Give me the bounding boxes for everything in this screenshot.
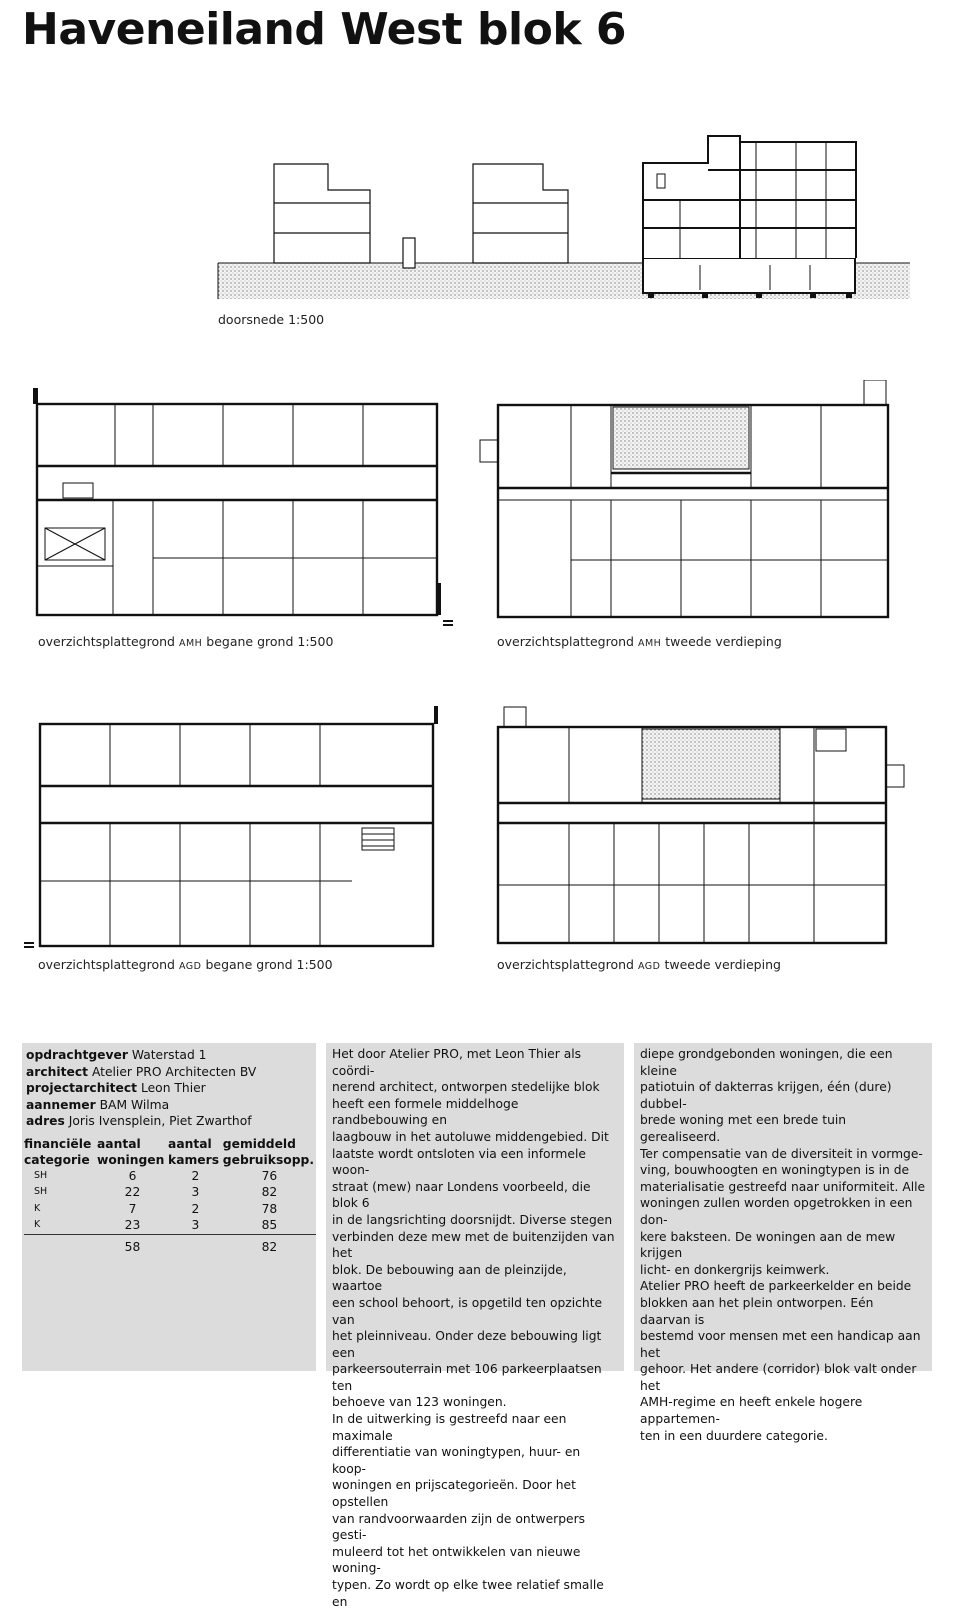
housing-table xyxy=(24,1136,316,1256)
plan4-caption-text: overzichtsplattegrond xyxy=(497,957,638,972)
table-cell: 2 xyxy=(191,1201,200,1216)
plan2-caption xyxy=(497,634,782,649)
text-column-3 xyxy=(634,1043,932,1443)
credit-value: BAM Wilma xyxy=(99,1097,170,1112)
credit-row xyxy=(26,1113,312,1130)
table-total-row xyxy=(24,1234,316,1255)
project-info-panel xyxy=(22,1043,316,1371)
credit-row xyxy=(26,1080,312,1097)
body-paragraph: Het door Atelier PRO, met Leon Thier als coördi- nerend architect, ontworpen stedelijke blok heeft een formele middelhoge randbebouwing en laagbouw in het autoluwe middengebied. Dit laatste wordt ontsloten via een informele woon- straat (mew) naar Londens voorbeeld, die blok 6 in de langsrichting doorsnijdt. Diverse stegen verbinden deze mew met de buitenzijden van het blok. De bebouwing aan de pleinzijde, waartoe een school behoort, is opgetild ten opzichte van het pleinniveau. Onder deze bebouwing ligt een parkeersouterrain met 106 parkeerplaatsen ten behoeve van 123 woningen. In de uitwerking is gestreefd naar een maximale differentiatie van woningtypen, huur- en koop- woningen en prijscategorieën. Door het opstellen van randvoorwaarden zijn de ontwerpers gesti- muleerd tot het ontwikkelen van nieuwe woning- typen. Zo wordt op elke twee relatief smalle en xyxy=(332,1047,615,1609)
table-cell: K xyxy=(34,1202,41,1214)
table-cell: 85 xyxy=(261,1218,278,1233)
page-title: Haveneiland West blok 6 xyxy=(22,4,627,55)
plan2-caption-code: AMH xyxy=(637,638,662,649)
section-caption: doorsnede 1:500 xyxy=(218,312,325,327)
credit-label: opdrachtgever xyxy=(26,1048,128,1062)
plan1-caption xyxy=(38,634,333,649)
table-header: financiële categorie xyxy=(24,1136,92,1167)
text-column-2 xyxy=(326,1043,624,1609)
table-cell: 3 xyxy=(191,1218,200,1233)
credit-label: architect xyxy=(26,1064,89,1079)
credit-row xyxy=(26,1097,312,1114)
table-header: gemiddeld gebruiksopp. xyxy=(222,1136,314,1167)
body-paragraph: diepe grondgebonden woningen, die een kleine patiotuin of dakterras krijgen, één (dure) dubbel- brede woning met een brede tuin gerealiseerd. Ter compensatie van de diversiteit in vormge- ving, bouwhoogten en woningtypen is in de materialisatie gestreefd naar uniformiteit. Alle woningen zullen worden opgetrokken in een don- kere baksteen. De woningen aan de mew krijgen licht- en donkergrijs keimwerk. Atelier PRO heeft de parkeerkelder en beide blokken aan het plein ontworpen. Eén daarvan is bestemd voor mensen met een handicap aan het gehoor. Het andere (corridor) blok valt onder het AMH-regime en heeft enkele hogere appartemen- ten in een duurdere categorie. xyxy=(640,1047,926,1443)
plan4-caption xyxy=(497,957,781,972)
table-cell: 6 xyxy=(128,1168,137,1183)
credit-row xyxy=(26,1047,312,1064)
credit-value: Waterstad 1 xyxy=(131,1048,207,1062)
table-cell: SH xyxy=(34,1186,48,1198)
table-header: aantal kamers xyxy=(168,1136,220,1167)
table-cell: 82 xyxy=(261,1185,278,1200)
table-cell: 76 xyxy=(261,1168,278,1183)
credit-label: aannemer xyxy=(26,1097,96,1112)
plan1-caption-text: overzichtsplattegrond xyxy=(38,634,179,649)
table-cell xyxy=(168,1234,223,1255)
section-drawing xyxy=(210,130,930,305)
table-cell: K xyxy=(34,1219,41,1231)
table-row xyxy=(24,1168,316,1185)
floorplan-amh-second xyxy=(476,380,916,620)
floorplan-amh-ground xyxy=(33,388,458,633)
table-cell: 7 xyxy=(128,1201,137,1216)
table-cell: 2 xyxy=(191,1168,200,1183)
credit-row xyxy=(26,1064,312,1081)
plan2-caption-text: overzichtsplattegrond xyxy=(497,634,638,649)
plan3-caption-scale: begane grond 1:500 xyxy=(201,957,333,972)
credit-value: Joris Ivensplein, Piet Zwarthof xyxy=(68,1114,252,1129)
credit-value: Leon Thier xyxy=(140,1081,206,1096)
plan4-caption-scale: tweede verdieping xyxy=(660,957,781,972)
plan1-caption-code: AMH xyxy=(178,638,203,649)
table-cell: 23 xyxy=(124,1218,141,1233)
table-cell: SH xyxy=(34,1169,48,1181)
plan4-caption-code: AGD xyxy=(637,961,661,972)
table-header-row xyxy=(24,1136,316,1168)
plan1-caption-scale: begane grond 1:500 xyxy=(202,634,334,649)
table-cell: 82 xyxy=(223,1234,316,1255)
floorplan-agd-ground xyxy=(22,706,442,954)
credit-label: adres xyxy=(26,1114,65,1129)
table-cell xyxy=(24,1234,97,1255)
credit-value: Atelier PRO Architecten BV xyxy=(91,1064,257,1079)
table-cell: 3 xyxy=(191,1185,200,1200)
floorplan-agd-second xyxy=(494,705,914,950)
plan3-caption xyxy=(38,957,333,972)
table-row xyxy=(24,1201,316,1218)
plan3-caption-code: AGD xyxy=(178,961,202,972)
table-cell: 22 xyxy=(124,1185,141,1200)
table-row xyxy=(24,1184,316,1201)
table-header: aantal woningen xyxy=(96,1136,165,1167)
credits-list xyxy=(22,1043,316,1130)
plan2-caption-scale: tweede verdieping xyxy=(661,634,782,649)
plan3-caption-text: overzichtsplattegrond xyxy=(38,957,179,972)
table-cell: 78 xyxy=(261,1201,278,1216)
credit-label: projectarchitect xyxy=(26,1081,138,1096)
table-cell: 58 xyxy=(97,1234,168,1255)
table-row xyxy=(24,1217,316,1234)
